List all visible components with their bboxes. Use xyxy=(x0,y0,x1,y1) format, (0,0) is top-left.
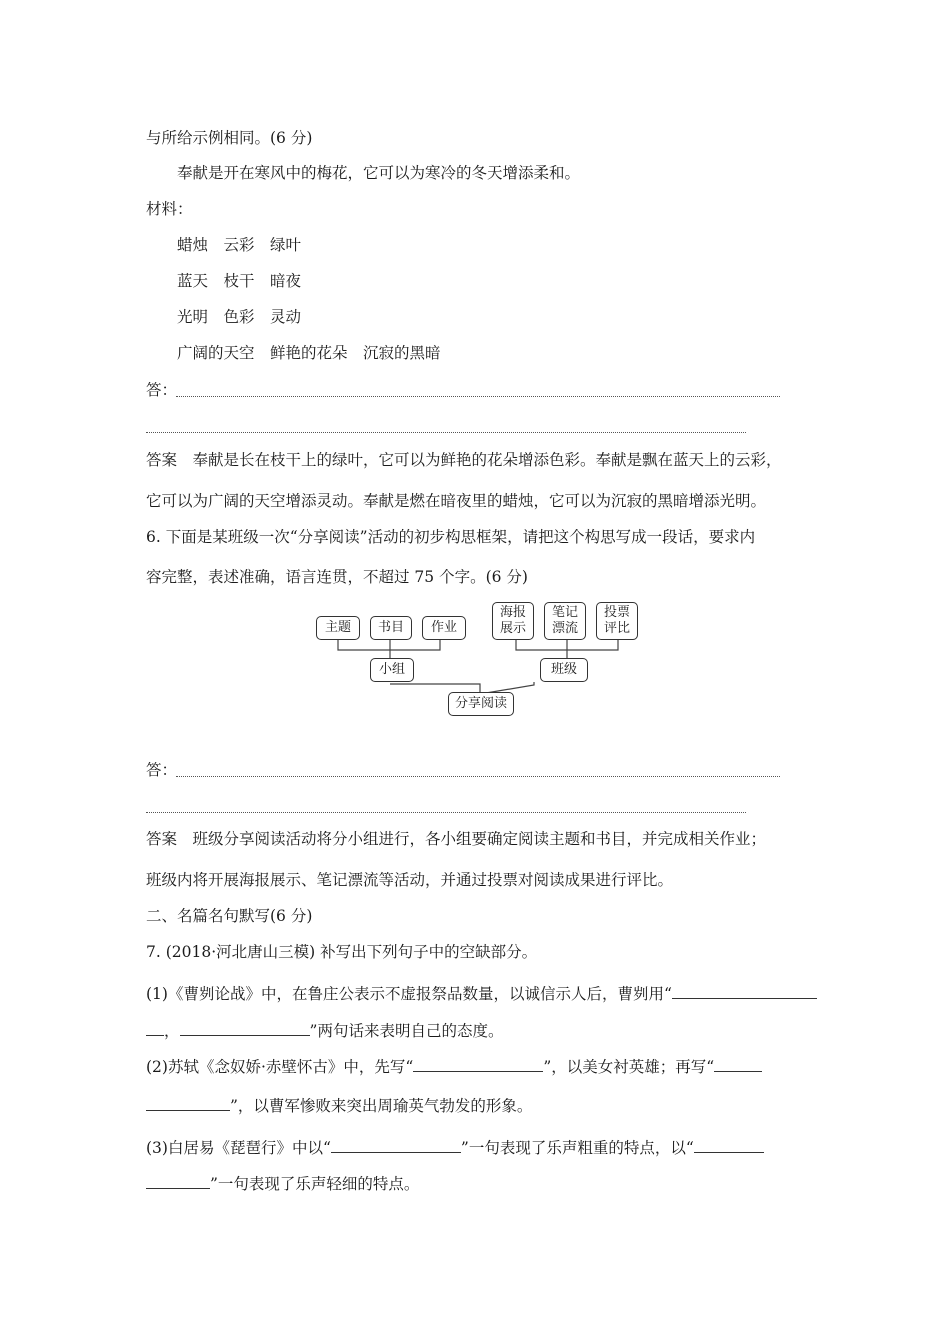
node-note-drifting xyxy=(544,602,586,640)
materials-row: 蓝天 枝干 暗夜 xyxy=(177,272,302,290)
section-heading: 二、名篇名句默写(6 分) xyxy=(146,907,313,925)
answer-text-line: 答案 班级分享阅读活动将分小组进行，各小组要确定阅读主题和书目，并完成相关作业； xyxy=(146,830,767,848)
answer-text-line: 答案 奉献是长在枝干上的绿叶，它可以为鲜艳的花朵增添色彩。奉献是飘在蓝天上的云彩， xyxy=(146,451,782,469)
question-text: (2)苏轼《念奴娇·赤壁怀古》中，先写“ xyxy=(146,1058,414,1076)
node-vote-compare xyxy=(596,602,638,640)
fill-blank[interactable] xyxy=(672,983,817,999)
materials-row: 光明 色彩 灵动 xyxy=(177,308,302,326)
node-label: 小组 xyxy=(378,662,405,677)
reading-plan-diagram xyxy=(310,598,650,718)
materials-label: 材料： xyxy=(146,200,193,218)
connector-line xyxy=(338,640,440,650)
node-class xyxy=(540,658,588,682)
node-group xyxy=(370,658,414,682)
question-text: ”，以曹军惨败来突出周瑜英气勃发的形象。 xyxy=(230,1097,533,1115)
materials-row: 广阔的天空 鲜艳的花朵 沉寂的黑暗 xyxy=(177,344,441,362)
answer-text-line: 它可以为广阔的天空增添灵动。奉献是燃在暗夜里的蜡烛，它可以为沉寂的黑暗增添光明。 xyxy=(146,492,767,510)
question-6-line: 6. 下面是某班级一次“分享阅读”活动的初步构思框架，请把这个构思写成一段话，要求内 xyxy=(146,528,756,546)
question-7-part-3-cont xyxy=(146,1173,419,1194)
question-5-example: 奉献是开在寒风中的梅花，它可以为寒冷的冬天增添柔和。 xyxy=(177,164,581,182)
node-label: 分享阅读 xyxy=(454,696,507,711)
question-7-part-1 xyxy=(146,983,817,1004)
fill-blank[interactable] xyxy=(146,1095,230,1111)
fill-blank[interactable] xyxy=(180,1020,310,1036)
node-booklist xyxy=(370,616,412,640)
fill-blank[interactable] xyxy=(331,1137,461,1153)
question-6-line: 容完整，表述准确，语言连贯，不超过 75 个字。(6 分) xyxy=(146,568,528,586)
fill-blank[interactable] xyxy=(413,1056,543,1072)
question-text: ”两句话来表明自己的态度。 xyxy=(309,1022,504,1040)
question-7-title: 7. (2018·河北唐山三模) 补写出下列句子中的空缺部分。 xyxy=(146,943,538,961)
answer-write-line[interactable] xyxy=(176,396,780,397)
answer-prompt: 答： xyxy=(146,761,178,779)
question-text: ”一句表现了乐声轻细的特点。 xyxy=(210,1175,420,1193)
answer-write-line[interactable] xyxy=(146,432,746,433)
answer-write-line[interactable] xyxy=(176,776,780,777)
node-poster-display xyxy=(492,602,534,640)
node-label: 笔记 xyxy=(551,605,578,620)
answer-prompt: 答： xyxy=(146,381,178,399)
fill-blank[interactable] xyxy=(146,1020,164,1036)
question-7-part-2 xyxy=(146,1056,762,1077)
node-label: 班级 xyxy=(550,662,577,677)
fill-blank[interactable] xyxy=(694,1137,764,1153)
fill-blank[interactable] xyxy=(714,1056,762,1072)
node-label: 投票 xyxy=(603,605,630,620)
answer-write-line[interactable] xyxy=(146,812,746,813)
node-label: 海报 xyxy=(499,605,526,620)
question-5-intro-tail: 与所给示例相同。(6 分) xyxy=(146,129,313,147)
node-label: 展示 xyxy=(499,621,526,636)
node-label: 作业 xyxy=(430,620,457,635)
node-label: 书目 xyxy=(377,620,404,635)
question-text: ， xyxy=(164,1022,180,1040)
materials-row: 蜡烛 云彩 绿叶 xyxy=(177,236,302,254)
question-text: ”一句表现了乐声粗重的特点，以“ xyxy=(460,1139,694,1157)
question-7-part-3 xyxy=(146,1137,764,1158)
node-label: 漂流 xyxy=(551,621,578,636)
question-7-part-2-cont xyxy=(146,1095,532,1116)
node-homework xyxy=(422,616,466,640)
question-text: (3)白居易《琵琶行》中以“ xyxy=(146,1139,331,1157)
answer-text-line: 班级内将开展海报展示、笔记漂流等活动，并通过投票对阅读成果进行评比。 xyxy=(146,871,674,889)
node-topic xyxy=(316,616,360,640)
question-7-part-1-cont xyxy=(146,1020,503,1041)
node-share-reading xyxy=(448,692,514,716)
fill-blank[interactable] xyxy=(146,1173,210,1189)
node-label: 主题 xyxy=(324,620,351,635)
question-text: (1)《曹刿论战》中，在鲁庄公表示不虚报祭品数量，以诚信示人后，曹刿用“ xyxy=(146,985,672,1003)
question-text: ”，以美女衬英雄；再写“ xyxy=(543,1058,715,1076)
node-label: 评比 xyxy=(603,621,630,636)
